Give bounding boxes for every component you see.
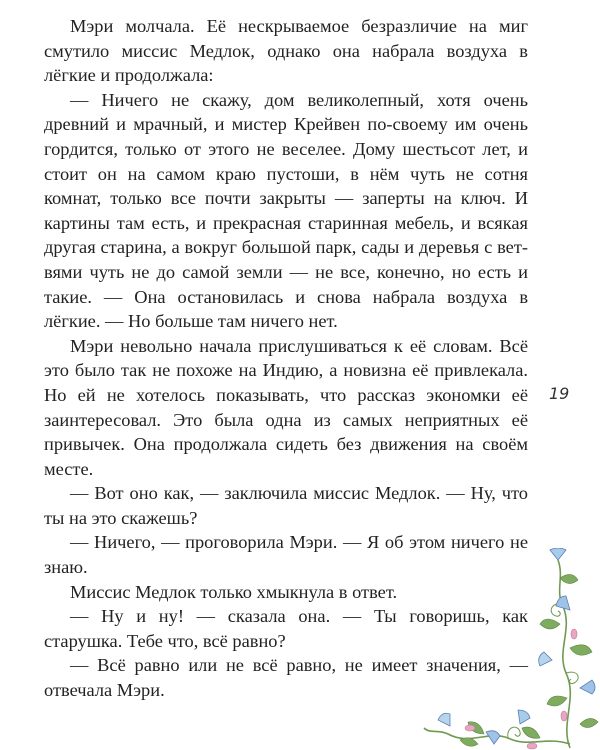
flower-vine-decoration — [420, 548, 600, 750]
paragraph: Миссис Медлок только хмыкнула в ответ. — [70, 581, 398, 602]
paragraph: — Вот оно как, — заключила миссис Медлок. — Ну, что ты на это скажешь? — [44, 483, 528, 528]
paragraph: Мэри невольно начала прислушиваться к её словам. Всё это было так не похоже на Индию, а новизна её привлекала. Но ей не хотелось показывать, что рассказ экономки её заинтересовал. Это была одна из самых неприятных её привычек. Она продолжала сидеть без движения на своём месте. — [44, 335, 528, 479]
paragraph: — Ничего не скажу, дом великолепный, хотя очень древний и мрачный, и мистер Крейвен по-своему им очень гордится, только от этого не веселее. Дому шестьсот лет, и стоит он на самом краю пустоши, в нём чуть не сотня комнат, только все почти закрыты — заперты на ключ. И картины там есть, и прекрасная старинная мебель, и всякая другая старина, а вокруг большой парк, сады и деревья с ветвями чуть не до самой земли — не все, конечно, но есть и такие. — Она остановилась и снова набрала воздуха в лёгкие. — Но больше там ничего нет. — [44, 89, 528, 332]
paragraph: Мэри молчала. Её нескрываемое безразличие на миг смутило миссис Медлок, однако она набрала воздуха в лёгкие и продолжала: — [44, 16, 528, 86]
page-number: 19 — [549, 384, 570, 403]
paragraph: — Ничего, — проговорила Мэри. — Я об этом ничего не знаю. — [44, 532, 528, 578]
leaves — [460, 574, 598, 746]
paragraph: — Ну и ну! — сказала она. — Ты говоришь, как старушка. Тебе что, всё равно? — [44, 606, 528, 651]
tendril — [508, 727, 520, 738]
paragraph: — Всё равно или не всё равно, не имеет значения, — отвечала Мэри. — [44, 655, 528, 701]
